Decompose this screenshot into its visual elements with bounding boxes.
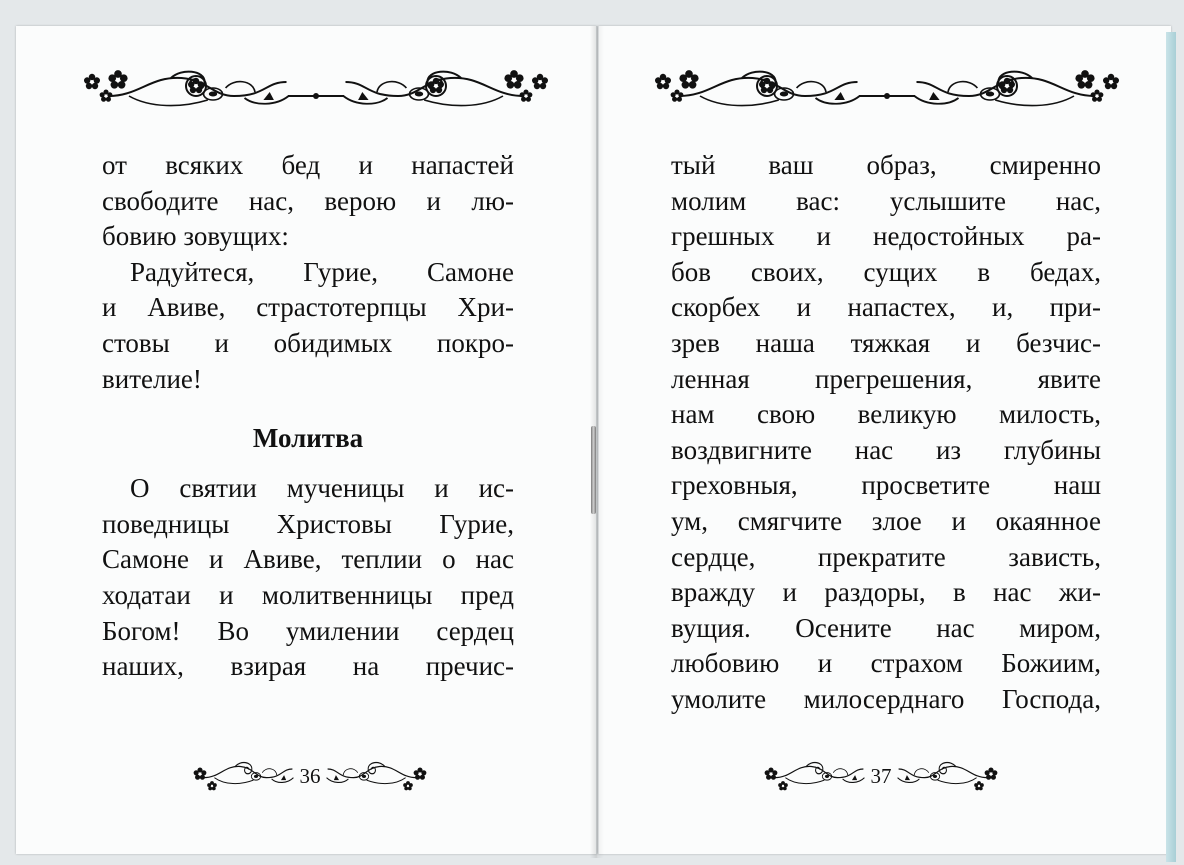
- text-line: поведницы Христовы Гурие,: [102, 508, 514, 539]
- left-page-text: [102, 148, 514, 685]
- text-line: и Авиве, страстотерпцы Хри-: [102, 292, 514, 323]
- text-line: греховныя, просветите наш: [671, 470, 1101, 501]
- text-line: нам свою великую милость,: [671, 399, 1101, 430]
- page-edge: [1166, 32, 1176, 862]
- text-line: сердце, прекратите зависть,: [671, 541, 1101, 572]
- left-page: [16, 26, 597, 854]
- text-line: ленная прегрешения, явите: [671, 363, 1101, 394]
- page-footer: [190, 760, 430, 794]
- text-line: наших, взирая на пречис-: [102, 651, 514, 682]
- section-heading: Молитва: [252, 423, 364, 454]
- page-footer: [761, 760, 1001, 794]
- text-line: вражду и раздоры, в нас жи-: [671, 577, 1101, 608]
- text-line: стовы и обидимых покро-: [102, 327, 514, 358]
- text-line: ум, смягчите злое и окаянное: [671, 505, 1101, 536]
- open-book: [16, 26, 1174, 858]
- text-line: умолите милосерднаго Господа,: [671, 683, 1101, 714]
- text-line: от всяких бед и напастей: [102, 150, 514, 180]
- text-line: бов своих, сущих в бедах,: [671, 256, 1101, 287]
- text-line: тый ваш образ, смиренно: [671, 150, 1101, 180]
- text-line: грешных и недостойных ра-: [671, 221, 1101, 252]
- text-line: Самоне и Авиве, теплии о нас: [102, 544, 514, 575]
- floral-scroll-ornament-icon: [649, 66, 1125, 116]
- floral-scroll-ornament-icon: [78, 66, 554, 116]
- text-line: бовию зовущих:: [102, 221, 289, 252]
- text-line: молим вас: услышите нас,: [671, 185, 1101, 216]
- text-line: воздвигните нас из глубины: [671, 434, 1101, 465]
- text-line: зрев наша тяжкая и безчис-: [671, 327, 1101, 358]
- right-page-text: [671, 148, 1101, 718]
- text-line: вителие!: [102, 363, 202, 394]
- binding-staple: [591, 426, 596, 514]
- text-line: свободите нас, верою и лю-: [102, 185, 514, 216]
- text-line: Богом! Во умилении сердец: [102, 615, 514, 646]
- right-page: [598, 26, 1171, 854]
- text-line: Радуйтеся, Гурие, Самоне: [130, 256, 514, 287]
- page-number: 37: [870, 764, 892, 788]
- page-number: 36: [299, 764, 321, 788]
- text-line: любовию и страхом Божиим,: [671, 648, 1101, 679]
- text-line: О святии мученицы и ис-: [130, 473, 514, 504]
- text-line: ходатаи и молитвенницы пред: [102, 579, 514, 610]
- text-line: вущия. Осените нас миром,: [671, 612, 1101, 643]
- text-line: скорбех и напастех, и, при-: [671, 292, 1101, 323]
